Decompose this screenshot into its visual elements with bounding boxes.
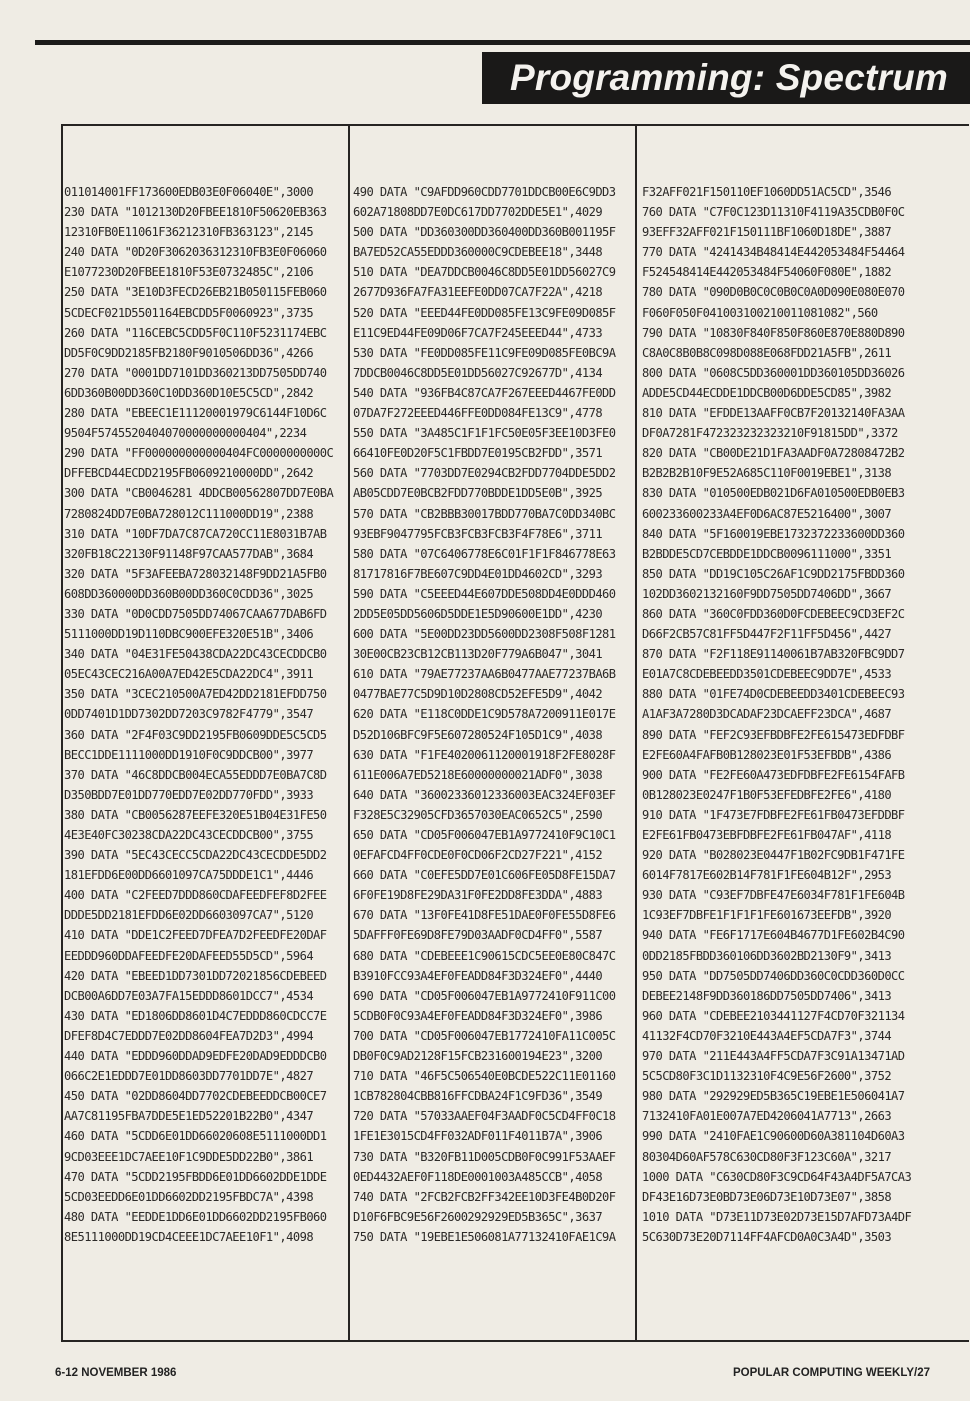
listing-line: 4E3E40FC30238CDA22DC43CECDDCB00",3755	[64, 828, 314, 842]
listing-line: 500 DATA "DD360300DD360400DD360B001195F	[353, 225, 616, 240]
listing-line: 240 DATA "0D20F3062036312310FB3E0F06060	[64, 245, 327, 260]
listing-line: 630 DATA "F1FE4020061120001918F2FE8028F	[353, 747, 616, 762]
listing-line: 450 DATA "02DD8604DD7702CDEBEEDDCB00CE7	[64, 1089, 327, 1104]
listing-line: 93EBF9047795FCB3FCB3FCB3F4F78E6",3711	[353, 526, 603, 541]
listing-line: 420 DATA "EBEED1DD7301DD72021856CDEBEED	[64, 968, 327, 983]
listing-line: 550 DATA "3A485C1F1F1FC50E05F3EE10D3FE0	[353, 426, 616, 441]
listing-line: 93EFF32AFF021F150111BF1060D18DE",3887	[642, 225, 892, 240]
listing-line: DFFEBCD44ECDD2195FB0609210000DD",2642	[64, 466, 314, 481]
listing-line: 380 DATA "CB0056287EEFE320E51B04E31FE50	[64, 807, 327, 822]
listing-line: 390 DATA "5EC43CECC5CDA22DC43CECDDE5DD2	[64, 848, 327, 863]
listing-line: 410 DATA "DDE1C2FEED7DFEA7D2FEEDFE20DAF	[64, 928, 327, 943]
listing-line: E01A7C8CDEBEEDD3501CDEBEEC9DD7E",4533	[642, 667, 892, 682]
listing-line: DFEF8D4C7EDDD7E02DD8604FEA7D2D3",4994	[64, 1028, 314, 1043]
listing-line: 600233600233A4EF0D6AC87E5216400",3007	[642, 506, 892, 521]
listing-line: 07DA7F272EEED446FFE0DD084FE13C9",4778	[353, 406, 603, 421]
listing-line: 470 DATA "5CDD2195FBDD6E01DD6602DDE1DDE	[64, 1169, 327, 1184]
listing-line: 2DD5E05DD5606D5DDE1E5D90600E1DD",4230	[353, 606, 603, 621]
column-divider	[635, 124, 637, 1342]
listing-line: DF43E16D73E0BD73E06D73E10D73E07",3858	[642, 1189, 892, 1204]
listing-line: 740 DATA "2FCB2FCB2FF342EE10D3FE4B0D20F	[353, 1189, 616, 1204]
listing-line: 1C93EF7DBFE1F1F1F1FE601673EEFDB",3920	[642, 908, 892, 923]
listing-column-1	[64, 182, 346, 1247]
listing-line: 011014001FF173600EDB03E0F06040E",3000	[64, 185, 314, 199]
listing-line: 870 DATA "F2F118E91140061B7AB320FBC9DD7	[642, 647, 905, 662]
listing-line: 510 DATA "DEA7DDCB0046C8DD5E01DD56027C9	[353, 265, 616, 280]
listing-line: 12310FB0E11061F36212310FB363123",2145	[64, 225, 314, 240]
listing-line: E1077230D20FBEE1810F53E0732485C",2106	[64, 265, 314, 280]
listing-line: 30E00CB23CB12CB113D20F779A6B047",3041	[353, 647, 603, 662]
listing-line: 370 DATA "46C8DDCB004ECA55EDDD7E0BA7C8D	[64, 767, 327, 782]
listing-line: 560 DATA "7703DD7E0294CB2FDD7704DDE5DD2	[353, 466, 616, 481]
listing-line: 600 DATA "5E00DD23DD5600DD2308F508F1281	[353, 627, 616, 642]
listing-line: 570 DATA "CB2BBB30017BDD770BA7C0DD340BC	[353, 506, 616, 521]
listing-line: 880 DATA "01FE74D0CDEBEEDD3401CDEBEEC93	[642, 687, 905, 702]
listing-line: 620 DATA "E118C0DDE1C9D578A7200911E017E	[353, 707, 616, 722]
listing-line: 80304D60AF578C630CD80F3F123C60A",3217	[642, 1149, 892, 1164]
listing-line: 930 DATA "C93EF7DBFE47E6034F781F1FE604B	[642, 888, 905, 903]
listing-line: 602A71808DD7E0DC617DD7702DDE5E1",4029	[353, 205, 603, 220]
listing-line: 700 DATA "CD05F006047EB1772410FA11C005C	[353, 1028, 616, 1043]
listing-line: 05EC43CEC216A00A7ED42E5CDA22DC4",3911	[64, 667, 314, 682]
listing-line: 5CDB0F0C93A4EF0FEADD84F3D324EF0",3986	[353, 1008, 603, 1023]
listing-line: ADDE5CD44ECDDE1DDCB00D6DDE5CD85",3982	[642, 385, 892, 400]
section-header-bar	[482, 52, 970, 104]
listing-line: DCB00A6DD7E03A7FA15EDDD8601DCC7",4534	[64, 988, 314, 1003]
listing-line: C8A0C8B0B8C098D088E068FDD21A5FB",2611	[642, 345, 892, 360]
listing-line: 850 DATA "DD19C105C26AF1C9DD2175FBDD360	[642, 566, 905, 581]
listing-line: 730 DATA "B320FB11D005CDB0F0C991F53AAEF	[353, 1149, 616, 1164]
listing-line: 41132F4CD70F3210E443A4EF5CDA7F3",3744	[642, 1028, 892, 1043]
listing-line: 290 DATA "FF000000000000404FC0000000000C	[64, 446, 334, 461]
listing-line: 320FB18C22130F91148F97CAA577DAB",3684	[64, 546, 314, 561]
listing-line: 7132410FA01E007A7ED4206041A7713",2663	[642, 1109, 892, 1124]
listing-line: 2677D936FA7FA31EEFE0DD07CA7F22A",4218	[353, 285, 603, 300]
listing-line: 760 DATA "C7F0C123D11310F4119A35CDB0F0C	[642, 205, 905, 220]
column-divider	[348, 124, 350, 1342]
listing-line: 780 DATA "090D0B0C0C0B0C0A0D090E080E070	[642, 285, 905, 300]
listing-line: 670 DATA "13F0FE41D8FE51DAE0F0FE55D8FE6	[353, 908, 616, 923]
listing-line: 1000 DATA "C630CD80F3C9CD64F43A4DF5A7CA3	[642, 1169, 912, 1184]
listing-line: 960 DATA "CDEBEE2103441127F4CD70F321134	[642, 1008, 905, 1023]
listing-line: 5CD03EEDD6E01DD6602DD2195FBDC7A",4398	[64, 1189, 314, 1204]
listing-line: 0477BAE77C5D9D10D2808CD52EFE5D9",4042	[353, 687, 603, 702]
listing-line: 81717816F7BE607C9DD4E01DD4602CD",3293	[353, 566, 603, 581]
listing-line: DF0A7281F472323232323210F91815DD",3372	[642, 426, 898, 441]
listing-line: 440 DATA "EDDD960DDAD9EDFE20DAD9EDDDCB0	[64, 1049, 327, 1064]
listing-line: B3910FCC93A4EF0FEADD84F3D324EF0",4440	[353, 968, 603, 983]
listing-line: E11C9ED44FE09D06F7CA7F245EEED44",4733	[353, 325, 603, 340]
listing-line: 330 DATA "0D0CDD7505DD74067CAA677DAB6FD	[64, 606, 327, 621]
listing-line: 460 DATA "5CDD6E01DD66020608E5111000DD1	[64, 1129, 327, 1144]
listing-line: 720 DATA "57033AAEF04F3AADF0C5CD4FF0C18	[353, 1109, 616, 1124]
listing-line: 640 DATA "36002336012336003EAC324EF03EF	[353, 787, 616, 802]
listing-line: DEBEE2148F9DD360186DD7505DD7406",3413	[642, 988, 892, 1003]
listing-line: 0ED4432AEF0F118DE0001003A485CCB",4058	[353, 1169, 603, 1184]
listing-line: 580 DATA "07C6406778E6C01F1F1F846778E63	[353, 546, 616, 561]
listing-line: 5CDECF021D5501164EBCDD5F0060923",3735	[64, 305, 314, 320]
listing-line: 990 DATA "2410FAE1C90600D60A381104D60A3	[642, 1129, 905, 1144]
listing-line: 490 DATA "C9AFDD960CDD7701DDCB00E6C9DD3	[353, 185, 616, 199]
listing-line: 660 DATA "C0EFE5DD7E01C606FE05D8FE15DA7	[353, 868, 616, 883]
listing-line: 8E5111000DD19CD4CEEE1DC7AEE10F1",4098	[64, 1229, 314, 1244]
listing-line: 5C5CD80F3C1D1132310F4C9E56F2600",3752	[642, 1069, 892, 1084]
listing-line: 230 DATA "1012130D20FBEE1810F50620EB363	[64, 205, 327, 220]
listing-line: DB0F0C9AD2128F15FCB231600194E23",3200	[353, 1049, 603, 1064]
listing-line: 1010 DATA "D73E11D73E02D73E15D7AFD73A4DF	[642, 1209, 912, 1224]
listing-line: 7DDCB0046C8DD5E01DD56027C92677D",4134	[353, 365, 603, 380]
listing-line: 0DD2185FBDD360106DD3602BD2130F9",3413	[642, 948, 892, 963]
listing-line: DD5F0C9DD2185FB2180F9010506DD36",4266	[64, 345, 314, 360]
listing-line: D10F6FBC9E56F2600292929ED5B365C",3637	[353, 1209, 603, 1224]
listing-line: 680 DATA "CDEBEEE1C90615CDC5EE0E80C847C	[353, 948, 616, 963]
listing-line: 840 DATA "5F160019EBE1732372233600DD360	[642, 526, 905, 541]
listing-line: 5C630D73E20D7114FF4AFCD0A0C3A4D",3503	[642, 1229, 892, 1244]
listing-line: 7280824DD7E0BA728012C111000DD19",2388	[64, 506, 314, 521]
listing-column-2	[353, 182, 633, 1247]
listing-line: A1AF3A7280D3DCADAF23DCAEFF23DCA",4687	[642, 707, 892, 722]
listing-line: 6F0FE19D8FE29DA31F0FE2DD8FE3DDA",4883	[353, 888, 603, 903]
section-title: Programming: Spectrum	[510, 57, 948, 98]
top-rule	[35, 40, 970, 45]
listing-line: F328E5C32905CFD3657030EAC0652C5",2590	[353, 807, 603, 822]
listing-line: 750 DATA "19EBE1E506081A77132410FAE1C9A	[353, 1229, 616, 1244]
listing-column-3	[642, 182, 968, 1247]
listing-line: 530 DATA "FE0DD085FE11C9FE09D085FE0BC9A	[353, 345, 616, 360]
listing-line: 860 DATA "360C0FDD360D0FCDEBEEC9CD3EF2C	[642, 606, 905, 621]
listing-line: 066C2E1EDDD7E01DD8603DD7701DD7E",4827	[64, 1069, 314, 1084]
listing-line: B2B2B2B10F9E52A685C110F0019EBE1",3138	[642, 466, 892, 481]
listing-line: 590 DATA "C5EEED44E607DDE508DD4E0DDD460	[353, 586, 616, 601]
listing-line: E2FE60A4FAFB0B128023E01F53EFBDB",4386	[642, 747, 892, 762]
listing-line: BECC1DDE1111000DD1910F0C9DDCB00",3977	[64, 747, 314, 762]
listing-line: D66F2CB57C81FF5D447F2F11FF5D456",4427	[642, 627, 892, 642]
listing-line: 800 DATA "0608C5DD360001DD360105DD36026	[642, 365, 905, 380]
listing-line: 6DD360B00DD360C10DD360D10E5C5CD",2842	[64, 385, 314, 400]
listing-line: F32AFF021F150110EF1060DD51AC5CD",3546	[642, 185, 892, 199]
listing-line: 610 DATA "79AE77237AA6B0477AAE77237BA6B	[353, 667, 616, 682]
listing-line: 770 DATA "4241434B48414E442053484F54464	[642, 245, 905, 260]
listing-line: 270 DATA "0001DD7101DD360213DD7505DD740	[64, 365, 327, 380]
listing-line: 690 DATA "CD05F006047EB1A9772410F911C00	[353, 988, 616, 1003]
listing-line: E2FE61FB0473EBFDBFE2FE61FB047AF",4118	[642, 828, 892, 842]
listing-line: 181EFDD6E00DD6601097CA75DDDE1C1",4446	[64, 868, 314, 883]
listing-line: 830 DATA "010500EDB021D6FA010500EDB0EB3	[642, 486, 905, 501]
listing-line: 360 DATA "2F4F03C9DD2195FB0609DDE5C5CD5	[64, 727, 327, 742]
listing-line: 430 DATA "ED1806DD8601D4C7EDDD860CDCC7E	[64, 1008, 327, 1023]
listing-line: 340 DATA "04E31FE50438CDA22DC43CECDDCB0	[64, 647, 327, 662]
listing-line: D52D106BFC9F5E607280524F105D1C9",4038	[353, 727, 603, 742]
listing-line: 611E006A7ED5218E60000000021ADF0",3038	[353, 767, 603, 782]
listing-line: 970 DATA "211E443A4FF5CDA7F3C91A13471AD	[642, 1049, 905, 1064]
listing-line: D350BDD7E01DD770EDD7E02DD770FDD",3933	[64, 787, 314, 802]
listing-line: 250 DATA "3E10D3FECD26EB21B050115FEB060	[64, 285, 327, 300]
listing-line: F060F050F041003100210011081082",560	[642, 305, 878, 320]
listing-line: 650 DATA "CD05F006047EB1A9772410F9C10C1	[353, 828, 616, 842]
listing-line: 6014F7817E602B14F781F1FE604B12F",2953	[642, 868, 892, 883]
listing-line: 102DD3602132160F9DD7505DD7406DD",3667	[642, 586, 892, 601]
listing-line: 320 DATA "5F3AFEEBA728032148F9DD21A5FB0	[64, 566, 327, 581]
listing-line: AB05CDD7E0BCB2FDD770BDDE1DD5E0B",3925	[353, 486, 603, 501]
listing-line: EEDDD960DDAFEEDFE20DAFEED55D5CD",5964	[64, 948, 314, 963]
listing-line: 66410FE0D20F5C1FBDD7E0195CB2FDD",3571	[353, 446, 603, 461]
listing-line: 950 DATA "DD7505DD7406DD360C0CDD360D0CC	[642, 968, 905, 983]
listing-line: 520 DATA "EEED44FE0DD085FE13C9FE09D085F	[353, 305, 616, 320]
listing-line: 1FE1E3015CD4FF032ADF011F4011B7A",3906	[353, 1129, 603, 1144]
listing-line: 5111000DD19D110DBC900EFE320E51B",3406	[64, 627, 314, 642]
listing-line: 710 DATA "46F5C506540E0BCDE522C11E01160	[353, 1069, 616, 1084]
listing-line: 890 DATA "FEF2C93EFBDBFE2FE615473EDFDBF	[642, 727, 905, 742]
listing-line: 9504F5745520404070000000000404",2234	[64, 426, 307, 441]
listing-line: 9CD03EEE1DC7AEE10F1C9DDE5DD22B0",3861	[64, 1149, 314, 1164]
listing-line: 810 DATA "EFDDE13AAFF0CB7F20132140FA3AA	[642, 406, 905, 421]
listing-line: 540 DATA "936FB4C87CA7F267EEED4467FE0DD	[353, 385, 616, 400]
listing-line: 790 DATA "10830F840F850F860E870E880D890	[642, 325, 905, 340]
listing-line: 940 DATA "FE6F1717E604B4677D1FE602B4C90	[642, 928, 905, 943]
listing-line: 310 DATA "10DF7DA7C87CA720CC11E8031B7AB	[64, 526, 327, 541]
listing-line: 0B128023E0247F1B0F53EFEDBFE2FE6",4180	[642, 787, 892, 802]
listing-line: 608DD360000DD360B00DD360C0CDD36",3025	[64, 586, 314, 601]
listing-line: 300 DATA "CB0046281 4DDCB00562807DD7E0BA	[64, 486, 334, 501]
listing-line: 980 DATA "292929ED5B365C19EBE1E506041A7	[642, 1089, 905, 1104]
footer-page-info: POPULAR COMPUTING WEEKLY/27	[732, 1367, 930, 1379]
listing-line: 1CB782804CBB816FFCDBA24F1C9FD36",3549	[353, 1089, 603, 1104]
listing-line: 5DAFFF0FE69D8FE79D03AADF0CD4FF0",5587	[353, 928, 603, 943]
listing-line: 820 DATA "CB00DE21D1FA3AADF0A72808472B2	[642, 446, 905, 461]
listing-line: F524548414E442053484F54060F080E",1882	[642, 265, 892, 280]
listing-line: 400 DATA "C2FEED7DDD860CDAFEEDFEF8D2FEE	[64, 888, 327, 903]
listing-line: 0EFAFCD4FF0CDE0F0CD06F2CD27F221",4152	[353, 848, 603, 863]
listing-line: DDDE5DD2181EFDD6E02DD6603097CA7",5120	[64, 908, 314, 923]
listing-line: AA7C81195FBA7DDE5E1ED52201B22B0",4347	[64, 1109, 314, 1124]
listing-line: 920 DATA "B028023E0447F1B02FC9DB1F471FE	[642, 848, 905, 863]
listing-line: BA7ED52CA55EDDD360000C9CDEBEE18",3448	[353, 245, 603, 260]
listing-line: 480 DATA "EEDDE1DD6E01DD6602DD2195FB060	[64, 1209, 327, 1224]
listing-line: 900 DATA "FE2FE60A473EDFDBFE2FE6154FAFB	[642, 767, 905, 782]
listing-line: 350 DATA "3CEC210500A7ED42DD2181EFDD750	[64, 687, 327, 702]
listing-line: 910 DATA "1F473E7FDBFE2FE61FB0473EFDDBF	[642, 807, 905, 822]
listing-line: 280 DATA "EBEEC1E11120001979C6144F10D6C	[64, 406, 327, 421]
listing-line: 260 DATA "116CEBC5CDD5F0C110F5231174EBC	[64, 325, 327, 340]
footer-date: 6-12 NOVEMBER 1986	[55, 1367, 177, 1379]
listing-line: B2BDDE5CD7CEBDDE1DDCB0096111000",3351	[642, 546, 892, 561]
listing-line: 0DD7401D1DD7302DD7203C9782F4779",3547	[64, 707, 314, 722]
